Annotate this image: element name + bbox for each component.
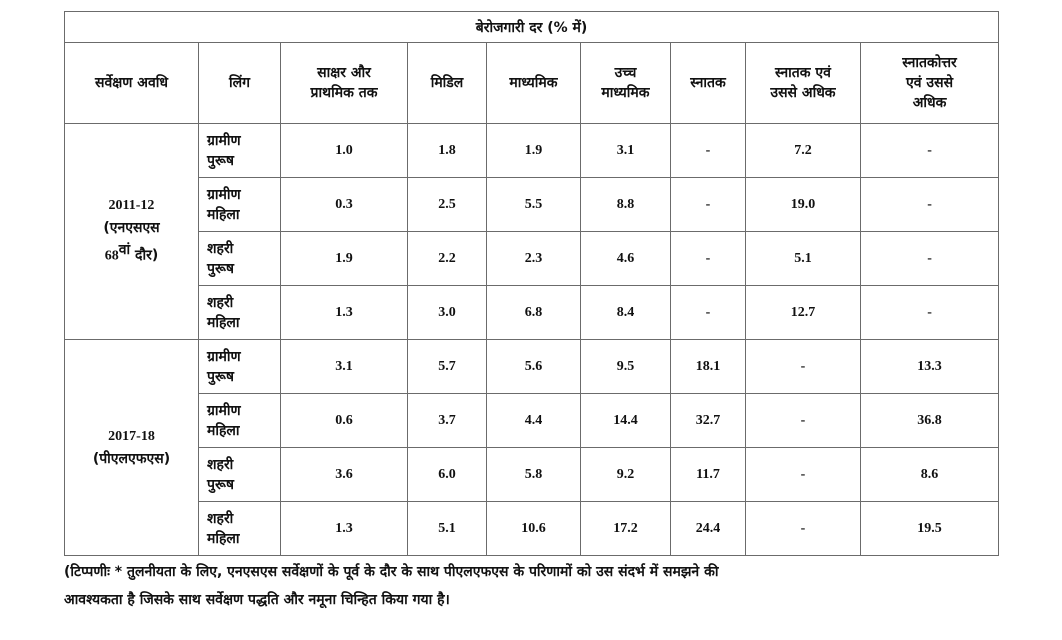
gender-cell: ग्रामीण महिला: [199, 394, 281, 448]
header-postgraduate: स्नातकोत्तर एवं उससे अधिक: [861, 43, 999, 124]
value-cell: -: [746, 394, 861, 448]
value-cell: 2.3: [487, 232, 581, 286]
value-cell: 11.7: [671, 448, 746, 502]
value-cell: 1.9: [281, 232, 408, 286]
header-graduate-above: स्नातक एवं उससे अधिक: [746, 43, 861, 124]
value-cell: 3.1: [581, 124, 671, 178]
header-row: [65, 43, 999, 124]
value-cell: 19.5: [861, 502, 999, 556]
footnote-line-1: (टिप्पणीः * तुलनीयता के लिए, एनएसएस सर्वेक्षणों के पूर्व के दौर के साथ पीएलएफएस के परिणामों को उस संदर्भ में समझने की: [64, 564, 719, 580]
survey-name: (एनएसएस: [103, 220, 160, 237]
value-cell: 9.2: [581, 448, 671, 502]
value-cell: -: [861, 232, 999, 286]
footnote: [64, 558, 1004, 614]
header-gender: लिंग: [199, 43, 281, 124]
value-cell: -: [671, 124, 746, 178]
gender-cell: शहरी महिला: [199, 286, 281, 340]
header-graduate: स्नातक: [671, 43, 746, 124]
value-cell: 6.8: [487, 286, 581, 340]
value-cell: 4.4: [487, 394, 581, 448]
gender-cell: शहरी पुरूष: [199, 232, 281, 286]
table-row: [65, 340, 999, 394]
value-cell: 3.6: [281, 448, 408, 502]
table-row: [65, 232, 999, 286]
table-row: [65, 502, 999, 556]
value-cell: 5.8: [487, 448, 581, 502]
survey-round: $68^{वां}$ दौर): [104, 242, 159, 264]
unemployment-rate-table: [64, 11, 999, 556]
value-cell: 8.6: [861, 448, 999, 502]
footnote-line-2: आवश्यकता है जिसके साथ सर्वेक्षण पद्धति और नमूना चिन्हित किया गया है।: [64, 592, 450, 608]
value-cell: 12.7: [746, 286, 861, 340]
value-cell: 1.9: [487, 124, 581, 178]
value-cell: 3.1: [281, 340, 408, 394]
value-cell: 8.8: [581, 178, 671, 232]
value-cell: 19.0: [746, 178, 861, 232]
value-cell: 13.3: [861, 340, 999, 394]
value-cell: 5.7: [408, 340, 487, 394]
value-cell: -: [861, 286, 999, 340]
survey-year: 2011-12: [108, 198, 155, 214]
unemployment-table-container: [64, 11, 998, 556]
value-cell: 5.6: [487, 340, 581, 394]
survey-name: (पीएलएफएस): [92, 450, 171, 467]
value-cell: 24.4: [671, 502, 746, 556]
gender-cell: शहरी पुरूष: [199, 448, 281, 502]
value-cell: 32.7: [671, 394, 746, 448]
value-cell: 36.8: [861, 394, 999, 448]
value-cell: 1.3: [281, 286, 408, 340]
value-cell: 1.0: [281, 124, 408, 178]
value-cell: 5.1: [408, 502, 487, 556]
value-cell: 2.2: [408, 232, 487, 286]
value-cell: 3.0: [408, 286, 487, 340]
value-cell: -: [861, 178, 999, 232]
gender-cell: शहरी महिला: [199, 502, 281, 556]
header-middle: मिडिल: [408, 43, 487, 124]
value-cell: 1.3: [281, 502, 408, 556]
value-cell: 10.6: [487, 502, 581, 556]
table-row: [65, 286, 999, 340]
survey-period-cell: [65, 340, 199, 556]
gender-cell: ग्रामीण पुरूष: [199, 340, 281, 394]
value-cell: 7.2: [746, 124, 861, 178]
value-cell: 18.1: [671, 340, 746, 394]
value-cell: 5.1: [746, 232, 861, 286]
value-cell: -: [746, 340, 861, 394]
table-row: [65, 394, 999, 448]
value-cell: 8.4: [581, 286, 671, 340]
value-cell: 3.7: [408, 394, 487, 448]
value-cell: -: [746, 502, 861, 556]
value-cell: 5.5: [487, 178, 581, 232]
header-secondary: माध्यमिक: [487, 43, 581, 124]
value-cell: -: [746, 448, 861, 502]
value-cell: -: [861, 124, 999, 178]
value-cell: 4.6: [581, 232, 671, 286]
header-literate-primary: साक्षर और प्राथमिक तक: [281, 43, 408, 124]
value-cell: 0.3: [281, 178, 408, 232]
value-cell: -: [671, 178, 746, 232]
value-cell: 1.8: [408, 124, 487, 178]
value-cell: 9.5: [581, 340, 671, 394]
value-cell: 0.6: [281, 394, 408, 448]
table-body: [65, 124, 999, 556]
gender-cell: ग्रामीण पुरूष: [199, 124, 281, 178]
value-cell: 2.5: [408, 178, 487, 232]
value-cell: 6.0: [408, 448, 487, 502]
value-cell: 17.2: [581, 502, 671, 556]
gender-cell: ग्रामीण महिला: [199, 178, 281, 232]
value-cell: -: [671, 232, 746, 286]
header-higher-secondary: उच्च माध्यमिक: [581, 43, 671, 124]
table-row: [65, 178, 999, 232]
value-cell: 14.4: [581, 394, 671, 448]
survey-period-cell: [65, 124, 199, 340]
header-period: सर्वेक्षण अवधि: [65, 43, 199, 124]
table-title: बेरोजगारी दर (% में): [65, 12, 999, 43]
value-cell: -: [671, 286, 746, 340]
table-row: [65, 448, 999, 502]
table-row: [65, 124, 999, 178]
survey-year: 2017-18: [108, 428, 155, 444]
